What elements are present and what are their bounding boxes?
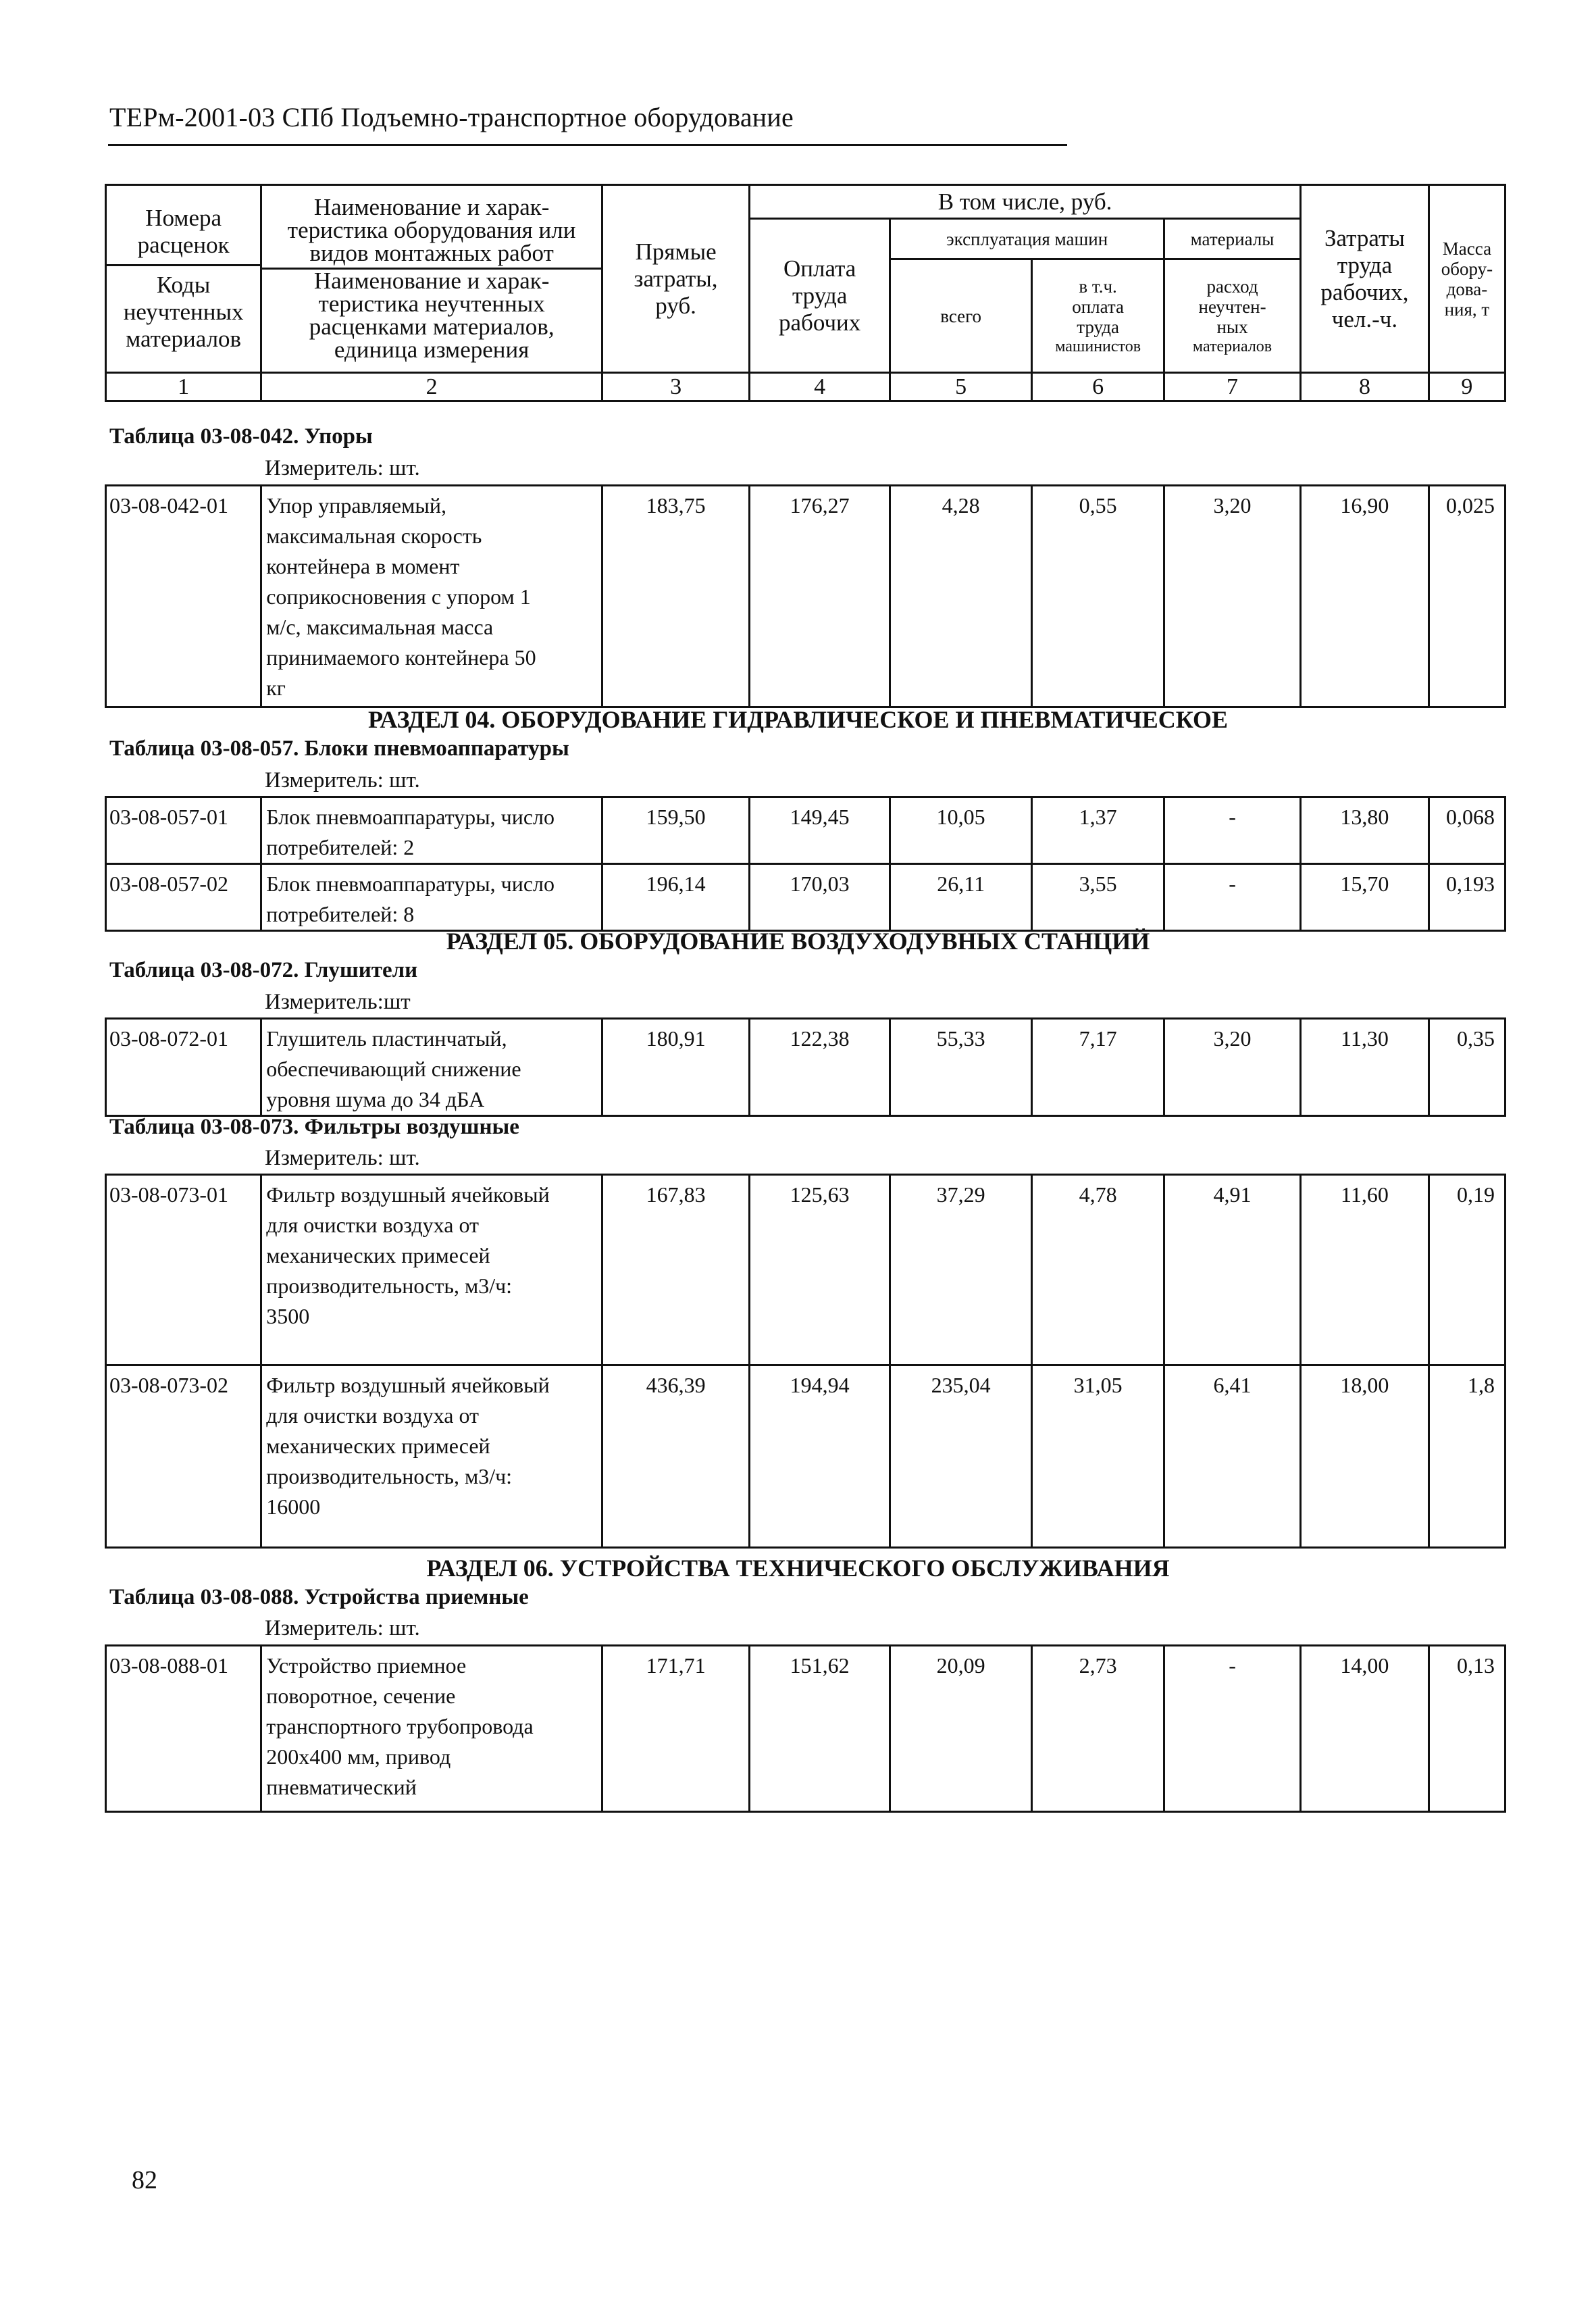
materials-cost: - <box>1164 1646 1301 1812</box>
equipment-mass: 1,8 <box>1428 1365 1505 1548</box>
table-caption: Таблица 03-08-072. Глушители <box>109 958 418 982</box>
rate-description: Блок пневмоаппаратуры, число потребителей: 8 <box>261 864 602 931</box>
direct-costs: 196,14 <box>602 864 750 931</box>
table-caption: Таблица 03-08-073. Фильтры воздушные <box>109 1115 519 1139</box>
worker-wages: 194,94 <box>750 1365 890 1548</box>
column-number: 7 <box>1164 373 1301 401</box>
column-number: 8 <box>1301 373 1429 401</box>
table-caption: Таблица 03-08-042. Упоры <box>109 424 373 449</box>
rate-table <box>105 1174 1506 1549</box>
header-machinist-wages: в т.ч. оплата труда машинистов <box>1032 259 1164 373</box>
column-number: 9 <box>1428 373 1505 401</box>
header-name: Наименование и харак- теристика оборудования или видов монтажных работ Наименование и харак- теристика неучтенных расценками материалов, единица измерения <box>261 185 602 373</box>
direct-costs: 159,50 <box>602 797 750 864</box>
column-number: 4 <box>750 373 890 401</box>
header-materials: материалы <box>1164 219 1301 259</box>
machinist-wages: 4,78 <box>1032 1175 1164 1365</box>
unit-label: Измеритель: шт. <box>265 1146 420 1170</box>
equipment-mass: 0,13 <box>1428 1646 1505 1812</box>
header-direct-costs: Прямые затраты, руб. <box>602 185 750 373</box>
section-title: РАЗДЕЛ 04. ОБОРУДОВАНИЕ ГИДРАВЛИЧЕСКОЕ И ПНЕВМАТИЧЕСКОЕ <box>367 706 1229 733</box>
table-row <box>106 1365 1505 1548</box>
unit-label: Измеритель: шт. <box>265 1616 420 1640</box>
unit-label: Измеритель: шт. <box>265 456 420 480</box>
worker-wages: 122,38 <box>750 1019 890 1116</box>
labor-hours: 18,00 <box>1301 1365 1429 1548</box>
rate-code: 03-08-072-01 <box>106 1019 261 1116</box>
table-row <box>106 1175 1505 1365</box>
rate-code: 03-08-057-02 <box>106 864 261 931</box>
section-title: РАЗДЕЛ 05. ОБОРУДОВАНИЕ ВОЗДУХОДУВНЫХ СТАНЦИЙ <box>446 928 1150 955</box>
page-number: 82 <box>132 2166 157 2194</box>
table-caption: Таблица 03-08-057. Блоки пневмоаппаратуры <box>109 736 569 761</box>
equipment-mass: 0,068 <box>1428 797 1505 864</box>
labor-hours: 11,60 <box>1301 1175 1429 1365</box>
materials-cost: 3,20 <box>1164 1019 1301 1116</box>
direct-costs: 183,75 <box>602 486 750 707</box>
direct-costs: 171,71 <box>602 1646 750 1812</box>
column-header-table <box>105 184 1506 402</box>
rate-code: 03-08-088-01 <box>106 1646 261 1812</box>
table-caption: Таблица 03-08-088. Устройства приемные <box>109 1585 529 1609</box>
equipment-mass: 0,35 <box>1428 1019 1505 1116</box>
header-worker-wages: Оплата труда рабочих <box>750 219 890 373</box>
column-number: 5 <box>890 373 1032 401</box>
unit-label: Измеритель:шт <box>265 990 411 1014</box>
materials-cost: - <box>1164 864 1301 931</box>
worker-wages: 149,45 <box>750 797 890 864</box>
materials-cost: 3,20 <box>1164 486 1301 707</box>
machines-total: 10,05 <box>890 797 1032 864</box>
rate-table <box>105 484 1506 708</box>
header-equipment-mass: Масса обору- дова- ния, т <box>1428 185 1505 373</box>
machinist-wages: 7,17 <box>1032 1019 1164 1116</box>
rate-code: 03-08-073-01 <box>106 1175 261 1365</box>
header-machine-operation: эксплуатация машин <box>890 219 1164 259</box>
equipment-mass: 0,19 <box>1428 1175 1505 1365</box>
rate-code: 03-08-042-01 <box>106 486 261 707</box>
materials-cost: 4,91 <box>1164 1175 1301 1365</box>
worker-wages: 151,62 <box>750 1646 890 1812</box>
machines-total: 20,09 <box>890 1646 1032 1812</box>
direct-costs: 180,91 <box>602 1019 750 1116</box>
rate-description: Глушитель пластинчатый, обеспечивающий снижение уровня шума до 34 дБА <box>261 1019 602 1116</box>
labor-hours: 14,00 <box>1301 1646 1429 1812</box>
materials-cost: 6,41 <box>1164 1365 1301 1548</box>
direct-costs: 167,83 <box>602 1175 750 1365</box>
header-labor-costs: Затраты труда рабочих, чел.-ч. <box>1301 185 1429 373</box>
rate-description: Упор управляемый, максимальная скорость контейнера в момент соприкосновения с упором 1 м/с, максимальная масса принимаемого контейнера 50 кг <box>261 486 602 707</box>
column-number: 2 <box>261 373 602 401</box>
column-number: 6 <box>1032 373 1164 401</box>
machines-total: 55,33 <box>890 1019 1032 1116</box>
machinist-wages: 0,55 <box>1032 486 1164 707</box>
table-row <box>106 797 1505 864</box>
column-number: 3 <box>602 373 750 401</box>
equipment-mass: 0,193 <box>1428 864 1505 931</box>
table-row <box>106 864 1505 931</box>
machinist-wages: 3,55 <box>1032 864 1164 931</box>
machines-total: 26,11 <box>890 864 1032 931</box>
rate-table <box>105 796 1506 932</box>
section-title: РАЗДЕЛ 06. УСТРОЙСТВА ТЕХНИЧЕСКОГО ОБСЛУЖИВАНИЯ <box>426 1555 1170 1582</box>
machinist-wages: 2,73 <box>1032 1646 1164 1812</box>
machinist-wages: 31,05 <box>1032 1365 1164 1548</box>
labor-hours: 11,30 <box>1301 1019 1429 1116</box>
column-number: 1 <box>106 373 261 401</box>
rate-table <box>105 1017 1506 1117</box>
header-rate-number: Номера расценок Коды неучтенных материалов <box>106 185 261 373</box>
table-row <box>106 486 1505 707</box>
labor-hours: 16,90 <box>1301 486 1429 707</box>
machines-total: 235,04 <box>890 1365 1032 1548</box>
worker-wages: 125,63 <box>750 1175 890 1365</box>
direct-costs: 436,39 <box>602 1365 750 1548</box>
machines-total: 37,29 <box>890 1175 1032 1365</box>
machines-total: 4,28 <box>890 486 1032 707</box>
header-machines-total: всего <box>890 259 1032 373</box>
labor-hours: 13,80 <box>1301 797 1429 864</box>
worker-wages: 170,03 <box>750 864 890 931</box>
rate-code: 03-08-057-01 <box>106 797 261 864</box>
table-row <box>106 1019 1505 1116</box>
rate-description: Фильтр воздушный ячейковый для очистки воздуха от механических примесей производительность, м3/ч: 16000 <box>261 1365 602 1548</box>
rate-description: Фильтр воздушный ячейковый для очистки воздуха от механических примесей производительность, м3/ч: 3500 <box>261 1175 602 1365</box>
rate-table <box>105 1644 1506 1813</box>
running-header: ТЕРм-2001-03 СПб Подъемно-транспортное оборудование <box>109 102 794 132</box>
rate-code: 03-08-073-02 <box>106 1365 261 1548</box>
header-including-group: В том числе, руб. <box>750 185 1301 219</box>
header-rule <box>108 144 1067 146</box>
worker-wages: 176,27 <box>750 486 890 707</box>
labor-hours: 15,70 <box>1301 864 1429 931</box>
materials-cost: - <box>1164 797 1301 864</box>
header-unaccounted-materials: расход неучтен- ных материалов <box>1164 259 1301 373</box>
rate-description: Блок пневмоаппаратуры, число потребителей: 2 <box>261 797 602 864</box>
unit-label: Измеритель: шт. <box>265 768 420 793</box>
rate-description: Устройство приемное поворотное, сечение транспортного трубопровода 200х400 мм, привод пневматический <box>261 1646 602 1812</box>
equipment-mass: 0,025 <box>1428 486 1505 707</box>
table-row <box>106 1646 1505 1812</box>
machinist-wages: 1,37 <box>1032 797 1164 864</box>
